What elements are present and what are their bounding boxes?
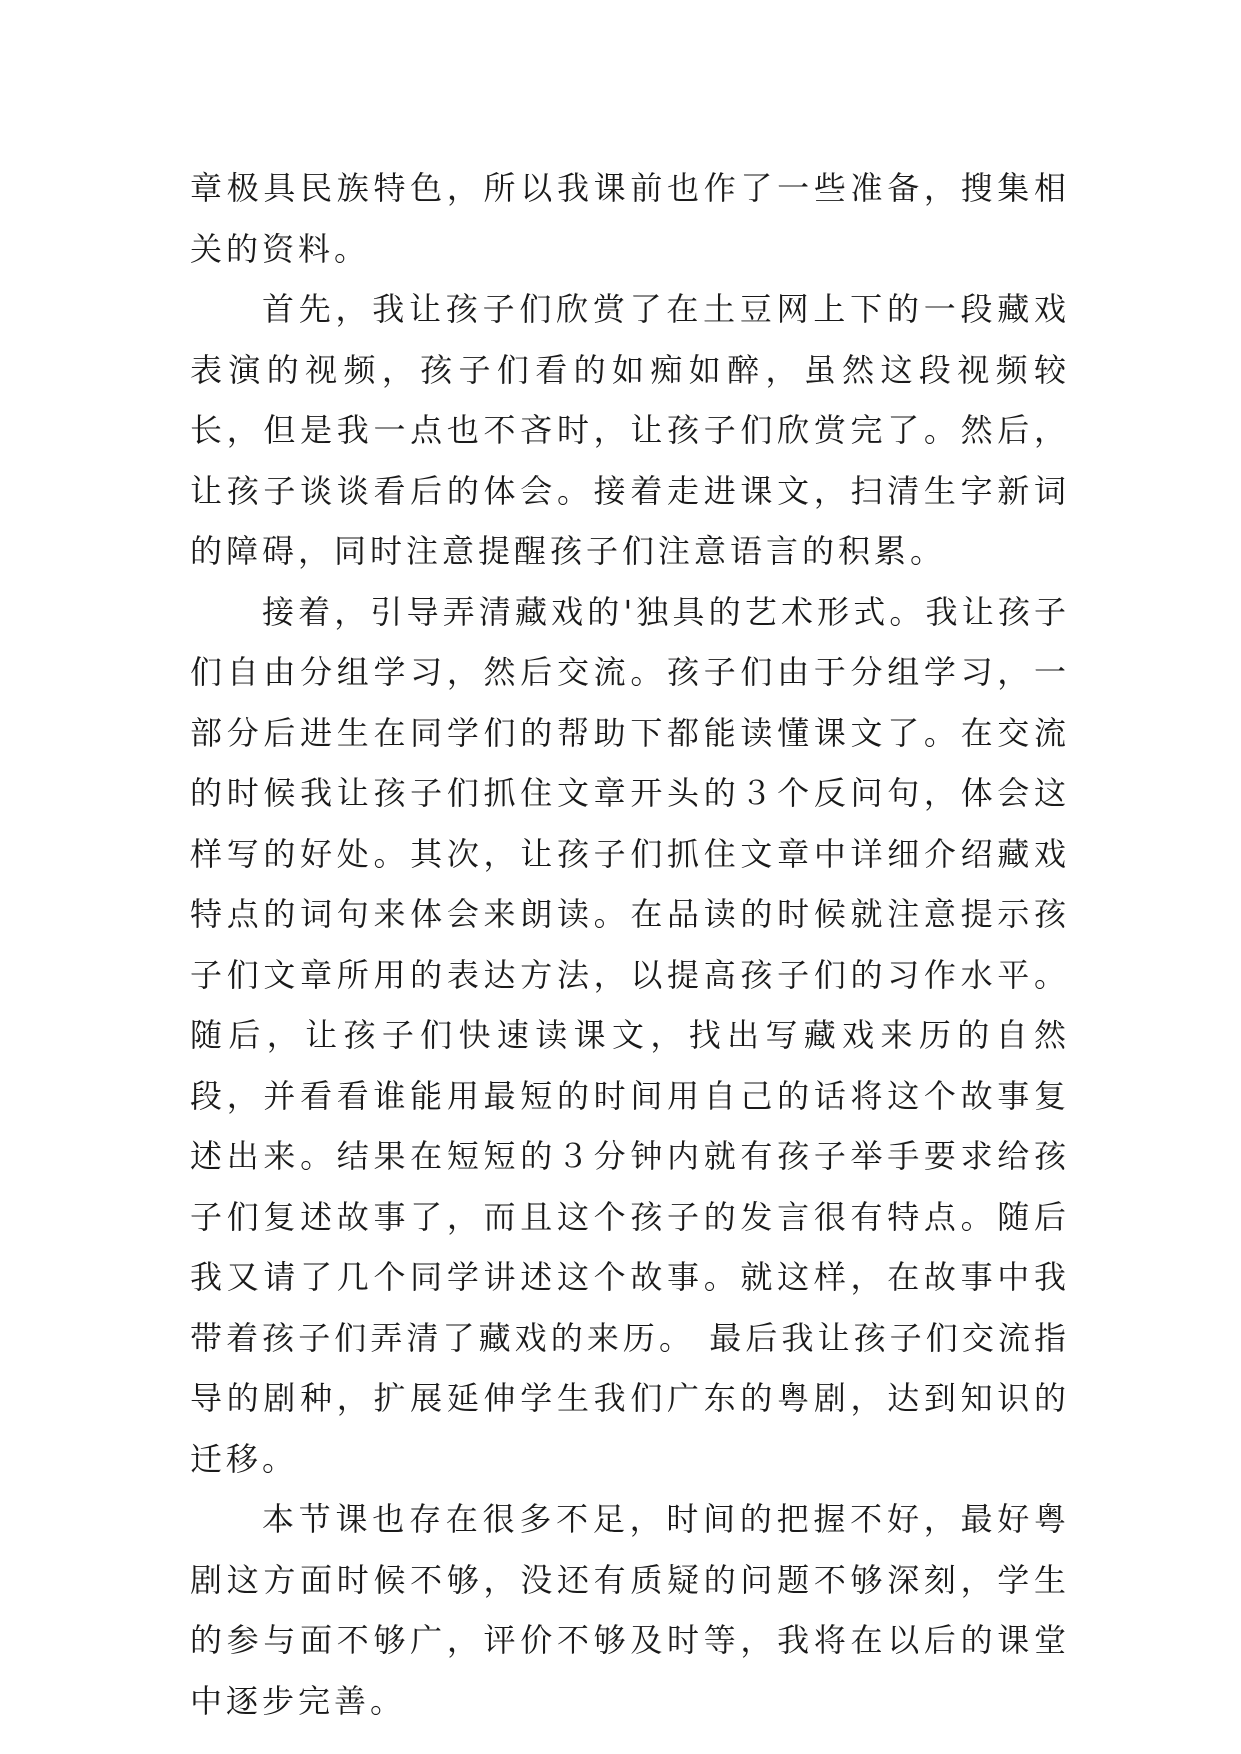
paragraph-2: 首先，我让孩子们欣赏了在土豆网上下的一段藏戏表演的视频，孩子们看的如痴如醉，虽然这段视频较长，但是我一点也不吝时，让孩子们欣赏完了。然后，让孩子谈谈看后的体会。接着走进课文，扫清生字新词的障碍，同时注意提醒孩子们注意语言的积累。 [190, 290, 1070, 570]
paragraph-3: 接着，引导弄清藏戏的'独具的艺术形式。我让孩子们自由分组学习，然后交流。孩子们由于分组学习，一部分后进生在同学们的帮助下都能读懂课文了。在交流的时候我让孩子们抓住文章开头的３个反问句，体会这样写的好处。其次，让孩子们抓住文章中详细介绍藏戏特点的词句来体会来朗读。在品读的时候就注意提示孩子们文章所用的表达方法，以提高孩子们的习作水平。 随后，让孩子们快速读课文，找出写藏戏来历的自然段，并看看谁能用最短的时间用自己的话将这个故事复述出来。结果在短短的３分钟内就有孩子举手要求给孩子们复述故事了，而且这个孩子的发言很有特点。随后我又请了几个同学讲述这个故事。就这样，在故事中我带着孩子们弄清了藏戏的来历。 最后我让孩子们交流指导的剧种，扩展延伸学生我们广东的粤剧，达到知识的迁移。 [190, 592, 1070, 1478]
paragraph-1: 章极具民族特色，所以我课前也作了一些准备，搜集相关的资料。 [190, 169, 1070, 268]
document-body [190, 158, 1070, 1731]
paragraph-4: 本节课也存在很多不足，时间的把握不好，最好粤剧这方面时候不够，没还有质疑的问题不够深刻，学生的参与面不够广，评价不够及时等，我将在以后的课堂中逐步完善。 [190, 1500, 1070, 1720]
